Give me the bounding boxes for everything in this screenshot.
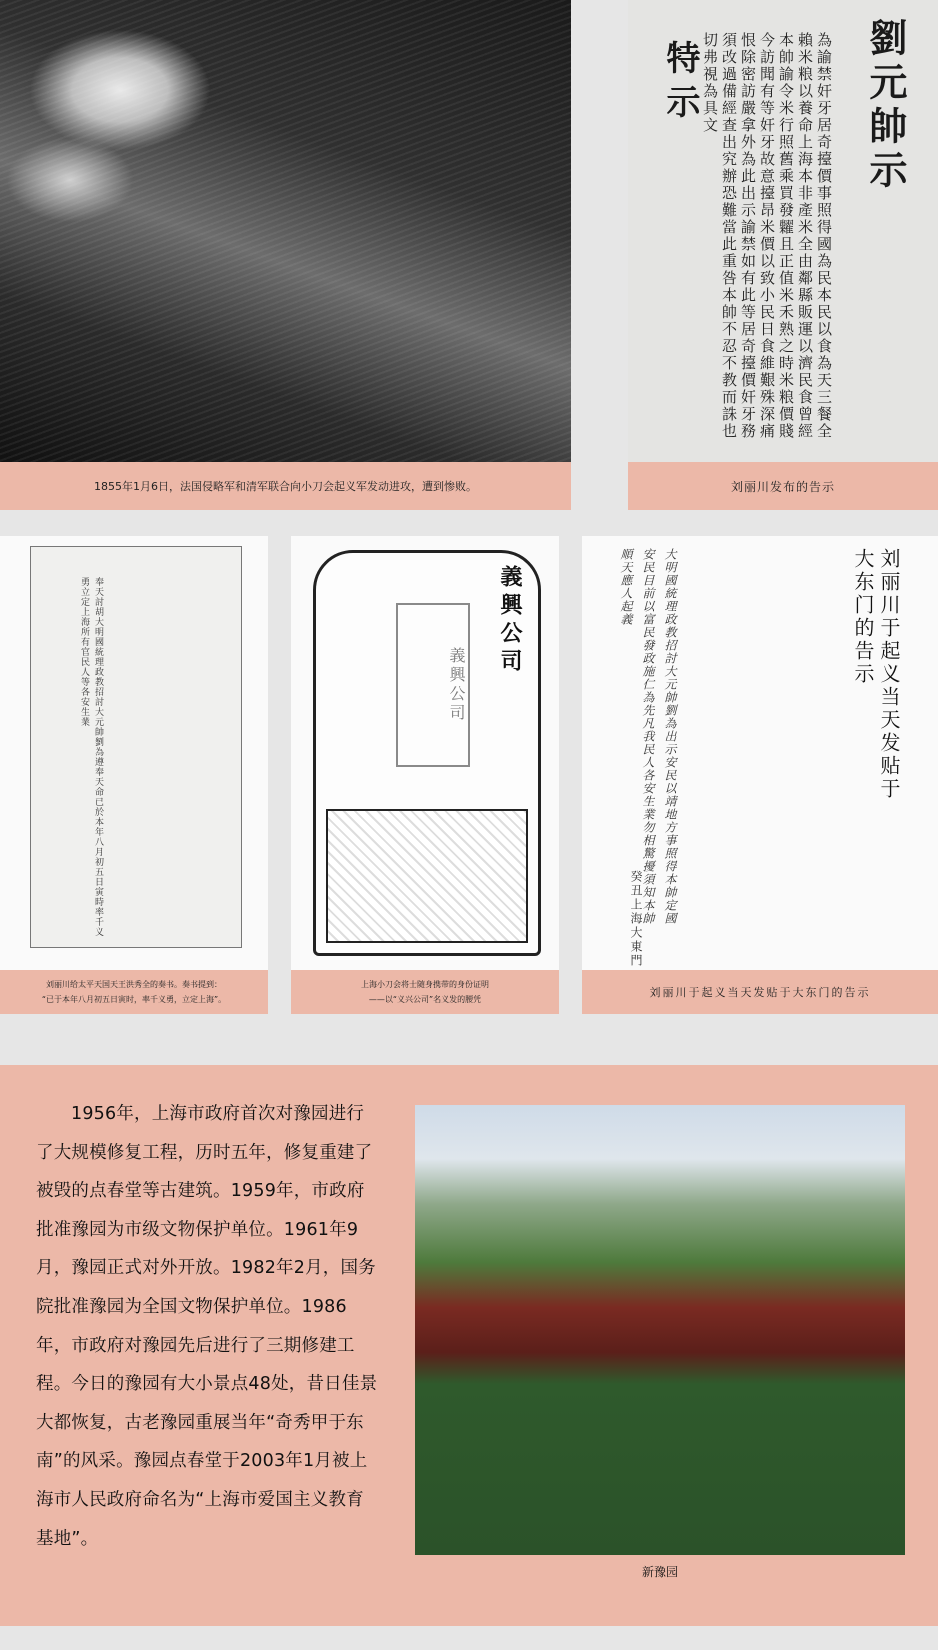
certificate-heading: 義興公司 <box>497 565 523 677</box>
new-yuyuan-caption: 新豫园 <box>641 1565 678 1579</box>
proclamation-body: 為諭禁奸牙居奇擡價事照得國為民本民以食為天三餐全賴米粮以養命上海本非產米全由鄰縣販運以濟民食曾經本帥諭令米行照舊乘買發糶且正值米禾熟之時米粮價賤今訪聞有等奸牙故意擡昂米價以致小民日食維艱殊深痛恨除密訪嚴拿外為此出示諭禁如有此等居奇擡價奸牙務須改過備經查出究辦恐難當此重咎本帥不忍不教而誅也切弗視為具文 <box>701 32 833 440</box>
memorial-document-image <box>0 536 268 970</box>
handwritten-notice-caption: 刘丽川于起义当天发贴于大东门的告示 <box>582 970 938 1014</box>
proclamation-special-mark: 特示 <box>660 40 700 128</box>
memorial-page <box>30 546 242 948</box>
certificate-frame <box>313 550 541 956</box>
battle-engraving-image <box>0 0 571 462</box>
certificate-caption <box>291 970 559 1014</box>
handwritten-notice-title: 刘丽川于起义当天发贴于大东门的告示 <box>851 548 901 801</box>
yuyuan-history-paragraph: 1956年，上海市政府首次对豫园进行了大规模修复工程，历时五年，修复重建了被毁的点春堂等古建筑。1959年，市政府批准豫园为市级文物保护单位。1961年9月，豫园正式对外开放。1982年2月，国务院批准豫园为全国文物保护单位。1986年，市政府对豫园先后进行了三期修建工程。今日的豫园有大小景点48处，昔日佳景大都恢复，古老豫园重展当年“奇秀甲于东南”的风采。豫园点春堂于2003年1月被上海市人民政府命名为“上海市爱国主义教育基地”。 <box>36 1104 378 1549</box>
certificate-caption-line2: ——以“义兴公司”名义发的腰凭 <box>368 995 482 1004</box>
certificate-pattern <box>326 809 528 943</box>
battle-caption: 1855年1月6日，法国侵略军和清军联合向小刀会起义军发动进攻，遭到惨败。 <box>0 462 571 510</box>
new-yuyuan-photo <box>415 1105 905 1555</box>
memorial-caption <box>0 970 268 1014</box>
proclamation-title: 劉元帥示 <box>863 18 908 194</box>
handwritten-notice-signature: 癸丑上海大東門 <box>629 870 643 968</box>
handwritten-notice-text: 大明國統理政教招討大元帥劉為出示安民以靖地方事照得本帥定國安民目前以富民發政施仁為先凡我民人各安生業勿相驚擾須知本帥順天應人起義 <box>619 548 677 925</box>
memorial-text: 奉天討胡大明國統理政教招討大元帥劉為遵奉天命已於本年八月初五日寅時率千义勇立定上海所有官民人等各安生業 <box>79 577 103 937</box>
certificate-caption-line1: 上海小刀会将士随身携带的身份证明 <box>361 980 489 989</box>
certificate-seal: 義興公司 <box>396 603 470 767</box>
memorial-caption-line1: 刘丽川给太平天国天王洪秀全的奏书。奏书提到： <box>46 980 222 989</box>
memorial-caption-line2: “已于本年八月初五日寅时，率千义勇，立定上海”。 <box>41 995 227 1004</box>
identity-certificate-image <box>291 536 559 970</box>
proclamation-caption: 刘丽川发布的告示 <box>628 462 938 510</box>
